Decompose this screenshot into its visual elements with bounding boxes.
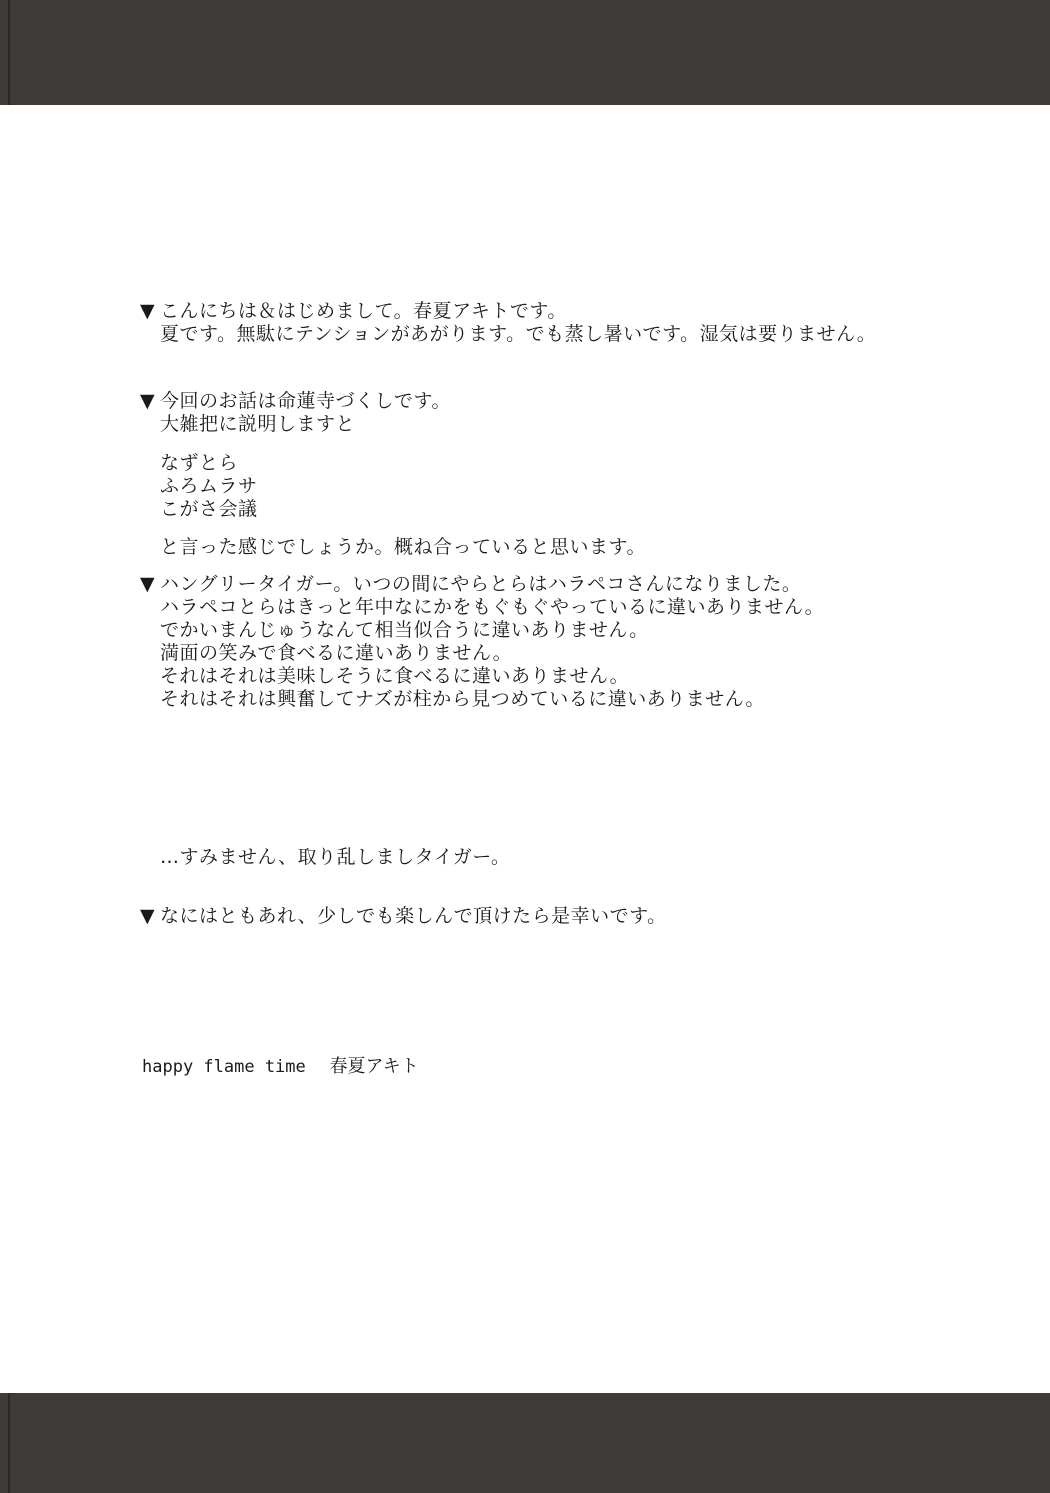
greeting-line-2: 夏です。無駄にテンションがあがります。でも蒸し暑いです。湿気は要りません。 — [160, 323, 877, 345]
triangle-marker-icon: ▼ — [140, 573, 156, 595]
tiger-line-3: でかいまんじゅうなんて相当似合うに違いありません。 — [160, 619, 649, 641]
tiger-line-1: ハングリータイガー。いつの間にやらとらはハラペコさんになりました。 — [160, 573, 802, 595]
triangle-marker-icon: ▼ — [140, 300, 156, 322]
greeting-line-1: こんにちは＆はじめまして。春夏アキトです。 — [160, 300, 567, 322]
section-hungry-tiger — [140, 573, 824, 711]
list-item: ふろムラサ — [160, 475, 258, 497]
section-story — [140, 390, 451, 436]
top-scan-band — [0, 0, 1050, 105]
story-line-1: 今回のお話は命蓮寺づくしです。 — [160, 390, 451, 412]
story-line-2: 大雑把に説明しますと — [160, 413, 356, 435]
top-binding-line — [8, 0, 10, 105]
list-item: なずとら — [160, 452, 239, 474]
triangle-marker-icon: ▼ — [140, 905, 156, 927]
circle-name: happy flame time — [142, 1057, 306, 1077]
section-greeting — [140, 300, 876, 346]
bottom-scan-band — [0, 1393, 1050, 1493]
pairing-list — [140, 452, 258, 521]
apology-line: …すみません、取り乱しましタイガー。 — [160, 846, 511, 868]
author-name: 春夏アキト — [329, 1056, 419, 1077]
section-closing — [140, 905, 667, 928]
tiger-line-2: ハラペコとらはきっと年中なにかをもぐもぐやっているに違いありません。 — [160, 596, 825, 618]
bottom-binding-line — [8, 1393, 10, 1493]
list-item: こがさ会議 — [160, 498, 258, 520]
closing-line: なにはともあれ、少しでも楽しんで頂けたら是幸いです。 — [160, 905, 667, 927]
triangle-marker-icon: ▼ — [140, 390, 156, 412]
signature — [142, 1052, 419, 1078]
summary-line: と言った感じでしょうか。概ね合っていると思います。 — [160, 536, 646, 558]
tiger-line-6: それはそれは興奮してナズが柱から見つめているに違いありません。 — [160, 688, 765, 710]
tiger-line-5: それはそれは美味しそうに食べるに違いありません。 — [160, 665, 630, 687]
tiger-line-4: 満面の笑みで食べるに違いありません。 — [160, 642, 513, 664]
